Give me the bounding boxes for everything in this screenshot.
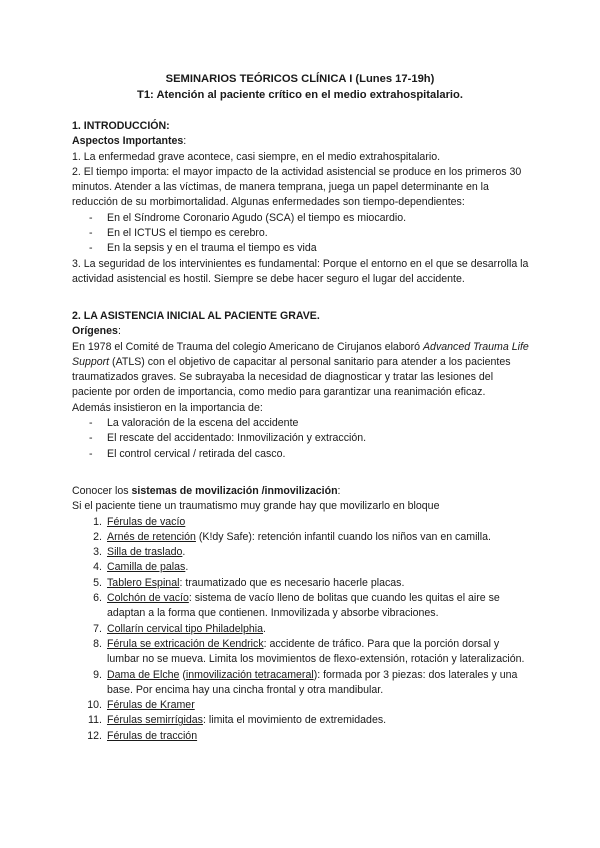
list-item: - La valoración de la escena del accidente [72, 416, 532, 431]
item-number: 9. [93, 668, 102, 681]
text-run: (ATLS) con el objetivo de capacitar al personal sanitario para atender a los pacientes traumatizados graves. Se subrayaba la necesidad de diagnosticar y tratar las lesiones del paciente por orden de importancia, como medio para garantizar una reanimación eficaz. [72, 355, 511, 399]
item-term-secondary: inmovilización tetracameral [185, 668, 314, 681]
item-term: Arnés de retención [107, 530, 196, 543]
item-number: 11. [88, 714, 102, 727]
item-number: 10. [87, 699, 102, 712]
list-item [72, 530, 532, 545]
document-subtitle: T1: Atención al paciente crítico en el medio extrahospitalario. [137, 89, 463, 101]
paragraph: Si el paciente tiene un traumatismo muy grande hay que movilizarlo en bloque [72, 500, 440, 513]
subheading-line [72, 134, 532, 149]
bullet-list [72, 416, 532, 462]
item-term: Férulas de vacío [107, 515, 186, 528]
item-text: : sistema de vacío lleno de bolitas que cuando les quitas el aire se adaptan a la forma que contienen. Inmovilizada y absorbe vibraciones. [107, 592, 500, 620]
list-item [72, 698, 532, 713]
list-item: - En el Síndrome Coronario Agudo (SCA) el tiempo es miocardio. [72, 211, 532, 226]
item-text: ( [179, 668, 186, 681]
italic-text: Advanced Trauma Life Support [72, 340, 529, 368]
list-item [72, 637, 532, 668]
bold-text: sistemas de movilización /inmovilización [131, 485, 338, 497]
item-term: Dama de Elche [107, 668, 180, 681]
document-title: SEMINARIOS TEÓRICOS CLÍNICA I (Lunes 17-19h) [165, 73, 435, 85]
item-text: : traumatizado que es necesario hacerle placas. [179, 576, 405, 589]
item-text: . [263, 622, 266, 635]
item-number: 12. [87, 729, 102, 742]
text-run: Conocer los [72, 485, 132, 497]
list-item [72, 560, 532, 575]
subheading-colon: : [183, 135, 187, 148]
list-item: - El rescate del accidentado: Inmovilización y extracción. [72, 431, 532, 446]
item-number: 2. [93, 530, 102, 543]
paragraph: 2. El tiempo importa: el mayor impacto de la actividad asistencial se produce en los primeros 30 minutos. Atender a las víctimas, de manera temprana, juega un papel determinante en la reducción de su morbimortalidad. Algunas enfermedades son tiempo-dependientes: [72, 165, 522, 209]
list-item: - En la sepsis y en el trauma el tiempo es vida [72, 241, 532, 256]
item-term: Férulas de Kramer [107, 699, 195, 712]
item-number: 4. [93, 561, 102, 574]
item-text: : limita el movimiento de extremidades. [202, 714, 387, 727]
subheading: Aspectos Importantes [72, 135, 184, 148]
list-item [72, 622, 532, 637]
section-introduction [72, 119, 532, 287]
section-heading: 2. LA ASISTENCIA INICIAL AL PACIENTE GRAVE. [72, 310, 320, 322]
paragraph: 3. La seguridad de los intervinientes es fundamental: Porque el entorno en el que se desarrolla la actividad asistencial es hostil. Siempre se debe hacer seguro el lugar del accidente. [72, 257, 529, 285]
item-term: Colchón de vacío [107, 592, 189, 605]
item-number: 7. [93, 622, 102, 635]
paragraph: 1. La enfermedad grave acontece, casi siempre, en el medio extrahospitalario. [72, 150, 441, 163]
paragraph: Además insistieron en la importancia de: [72, 401, 263, 414]
list-item [72, 515, 532, 530]
item-text: : accidente de tráfico. Para que la porción dorsal y lumbar no se mueva. Limita los movimientos de flexo-extensión, rotación y lateralización. [107, 637, 525, 666]
item-text: . [182, 546, 186, 559]
item-term: Férula se extricación de Kendrick [107, 637, 264, 650]
bullet-list [72, 211, 532, 257]
paragraph [72, 484, 532, 499]
item-text: ): formada por 3 piezas: dos laterales y una base. Por encima hay una cincha frontal y otra mandibular. [107, 668, 518, 696]
section-heading: 1. INTRODUCCIÓN: [72, 120, 170, 132]
list-item [72, 591, 532, 622]
item-term: Silla de traslado [107, 546, 183, 559]
list-item: - En el ICTUS el tiempo es cerebro. [72, 226, 532, 241]
item-number: 3. [93, 546, 102, 559]
section-sistemas [72, 484, 532, 744]
item-number: 6. [93, 592, 102, 605]
text-run: : [337, 485, 341, 497]
item-number: 5. [93, 576, 102, 589]
numbered-list [72, 515, 532, 744]
item-text: . [185, 561, 189, 574]
subheading: Orígenes [72, 325, 118, 338]
subheading-colon: : [117, 325, 121, 338]
list-item [72, 713, 532, 728]
list-item [72, 729, 532, 744]
list-item: - El control cervical / retirada del casco. [72, 447, 532, 462]
subheading-line [72, 324, 532, 339]
item-term: Férulas semirrígidas [107, 714, 203, 727]
text-run: En 1978 el Comité de Trauma del colegio Americano de Cirujanos elaboró [72, 340, 423, 353]
item-term: Tablero Espinal [107, 576, 180, 589]
list-item [72, 576, 532, 591]
item-term: Camilla de palas [107, 561, 186, 574]
item-number: 8. [93, 637, 102, 650]
item-term: Férulas de tracción [107, 729, 198, 742]
item-number: 1. [93, 515, 102, 528]
item-text: (K!dy Safe): retención infantil cuando los niños van en camilla. [195, 530, 491, 543]
list-item [72, 668, 532, 699]
list-item [72, 545, 532, 560]
item-term: Collarín cervical tipo Philadelphia [107, 622, 264, 635]
section-asistencia [72, 309, 532, 462]
paragraph [72, 340, 532, 401]
